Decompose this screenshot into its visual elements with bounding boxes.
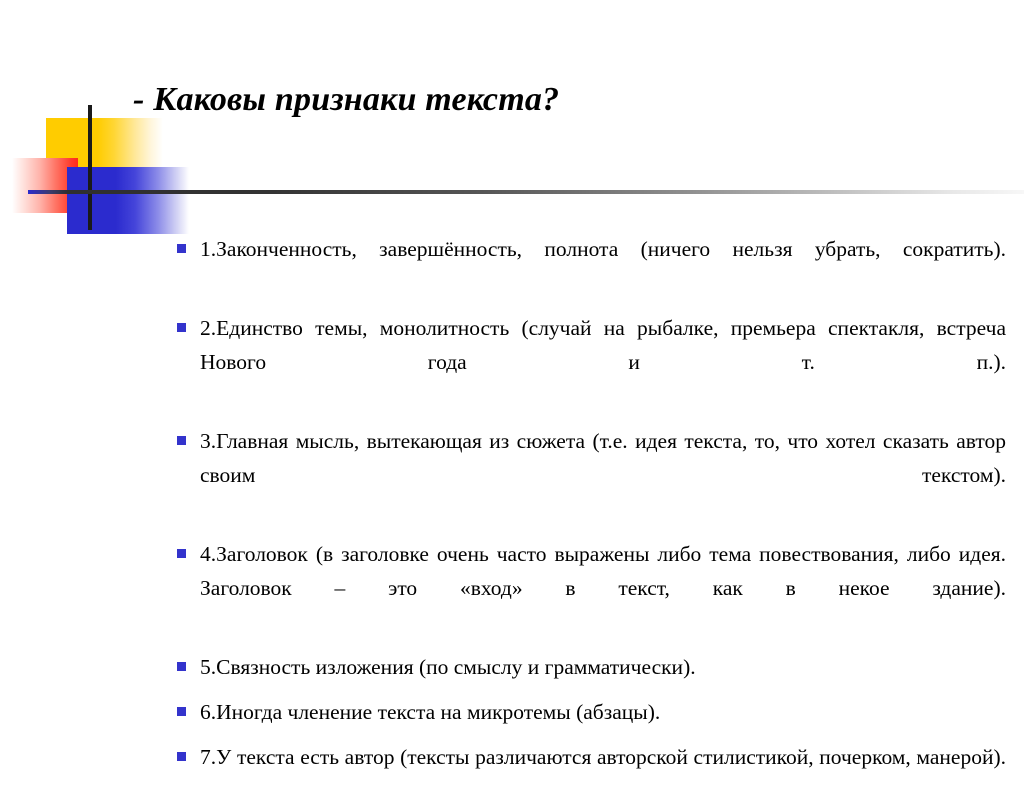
list-item-label: 1.Законченность, завершённость, полнота (ничего нельзя убрать, сократить). bbox=[200, 237, 1006, 261]
square-bullet-icon bbox=[177, 436, 186, 445]
list-item bbox=[176, 537, 1006, 639]
slide-title: - Каковы признаки текста? bbox=[133, 81, 560, 118]
blue-square-shape bbox=[67, 167, 189, 234]
list-item bbox=[176, 232, 1006, 300]
list-item-label: 2.Единство темы, монолитность (случай на рыбалке, премьера спектакля, встреча Нового года и т. п.). bbox=[200, 316, 1006, 374]
list-item bbox=[176, 424, 1006, 526]
square-bullet-icon bbox=[177, 323, 186, 332]
list-item-label: 4.Заголовок (в заголовке очень часто выражены либо тема повествования, либо идея. Заголовок – это «вход» в текст, как в некое здание). bbox=[200, 542, 1006, 600]
list-item bbox=[176, 311, 1006, 413]
horizontal-rule bbox=[28, 190, 1024, 194]
square-bullet-icon bbox=[177, 752, 186, 761]
list-item-label: 7.У текста есть автор (тексты различаются авторской стилистикой, почерком, манерой). bbox=[200, 745, 1006, 769]
square-bullet-icon bbox=[177, 549, 186, 558]
list-item bbox=[176, 695, 1006, 729]
vertical-rule bbox=[88, 105, 92, 230]
list-item-label: 5.Связность изложения (по смыслу и грамматически). bbox=[200, 655, 696, 679]
list-item-label: 6.Иногда членение текста на микротемы (абзацы). bbox=[200, 700, 661, 724]
bullet-list bbox=[176, 232, 1006, 808]
list-item-label: 3.Главная мысль, вытекающая из сюжета (т.е. идея текста, то, что хотел сказать автор своим текстом). bbox=[200, 429, 1006, 487]
title-underline-wrap bbox=[0, 190, 1024, 194]
list-item bbox=[176, 650, 1006, 684]
list-item bbox=[176, 740, 1006, 808]
square-bullet-icon bbox=[177, 707, 186, 716]
square-bullet-icon bbox=[177, 244, 186, 253]
square-bullet-icon bbox=[177, 662, 186, 671]
